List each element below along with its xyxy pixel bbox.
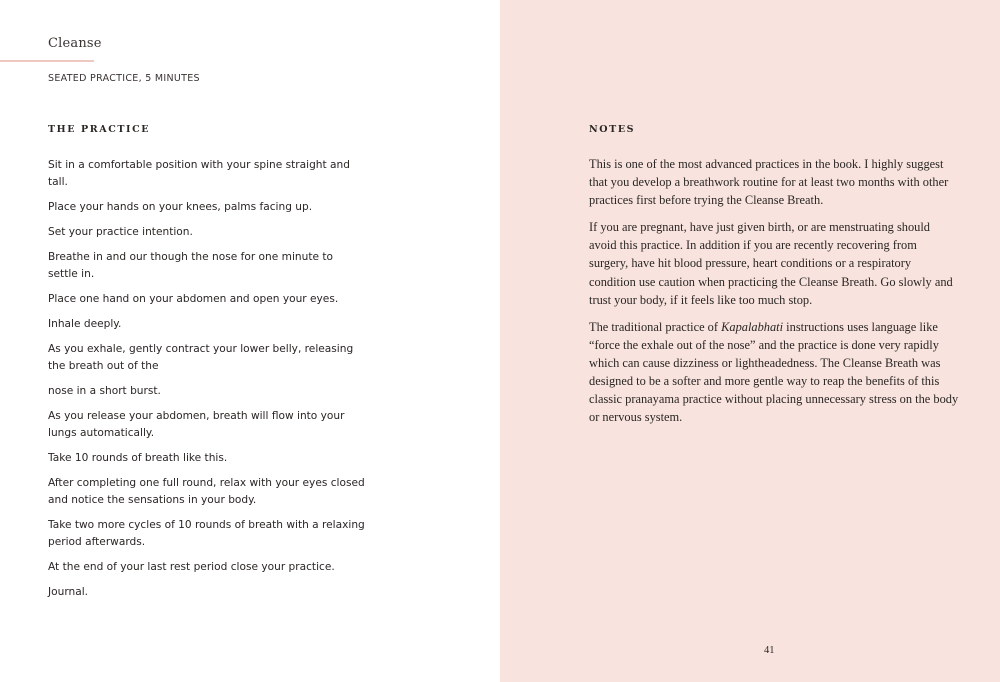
practice-step: As you release your abdomen, breath will flow into your lungs automatically.	[48, 410, 345, 439]
right-page	[500, 0, 1000, 682]
notes-paragraph	[589, 318, 959, 427]
page-number: 41	[764, 645, 775, 656]
practice-step: Breathe in and our though the nose for one minute to settle in.	[48, 251, 333, 280]
practice-step: After completing one full round, relax with your eyes closed and notice the sensations in your body.	[48, 477, 365, 506]
practice-step: Sit in a comfortable position with your spine straight and tall.	[48, 159, 350, 188]
notes-paragraph: If you are pregnant, have just given birth, or are menstruating should avoid this practice. In addition if you are recently recovering from surgery, have hit blood pressure, heart conditions or a respiratory condition use caution when practicing the Cleanse Breath. Go slowly and trust your body, if it feels like too much stop.	[589, 220, 953, 307]
notes-paragraph: This is one of the most advanced practices in the book. I highly suggest that you develop a breathwork routine for at least two months with other practices first before trying the Cleanse Breath.	[589, 157, 949, 208]
notes-text: instructions uses language like “force the exhale out of the nose” and the practice is done very rapidly which can cause dizziness or lightheadedness. The Cleanse Breath was designed to be a softer and more gentle way to reap the benefits of this classic pranayama practice without placing unnecessary stress on the body or nervous system.	[589, 319, 959, 425]
practice-step: Place your hands on your knees, palms facing up.	[48, 200, 313, 213]
practice-step: Place one hand on your abdomen and open your eyes.	[48, 292, 339, 305]
practice-heading: THE PRACTICE	[48, 124, 151, 135]
chapter-title: Cleanse	[48, 36, 102, 51]
notes-body	[589, 155, 959, 435]
kapalabhati-term: Kapalabhati	[721, 319, 784, 334]
notes-text: The traditional practice of	[589, 319, 722, 334]
practice-step: Take 10 rounds of breath like this.	[48, 452, 228, 465]
notes-heading: NOTES	[589, 124, 636, 135]
practice-steps	[48, 157, 366, 609]
practice-step: At the end of your last rest period close your practice.	[48, 560, 335, 573]
practice-subtitle: SEATED PRACTICE, 5 MINUTES	[48, 73, 200, 84]
practice-step: nose in a short burst.	[48, 385, 161, 398]
practice-step: Set your practice intention.	[48, 225, 193, 238]
practice-step: As you exhale, gently contract your lower belly, releasing the breath out of the	[48, 343, 354, 372]
practice-step: Journal.	[48, 586, 89, 598]
practice-step: Inhale deeply.	[48, 318, 122, 331]
title-accent-rule	[0, 60, 94, 62]
practice-step: Take two more cycles of 10 rounds of breath with a relaxing period afterwards.	[48, 519, 365, 548]
